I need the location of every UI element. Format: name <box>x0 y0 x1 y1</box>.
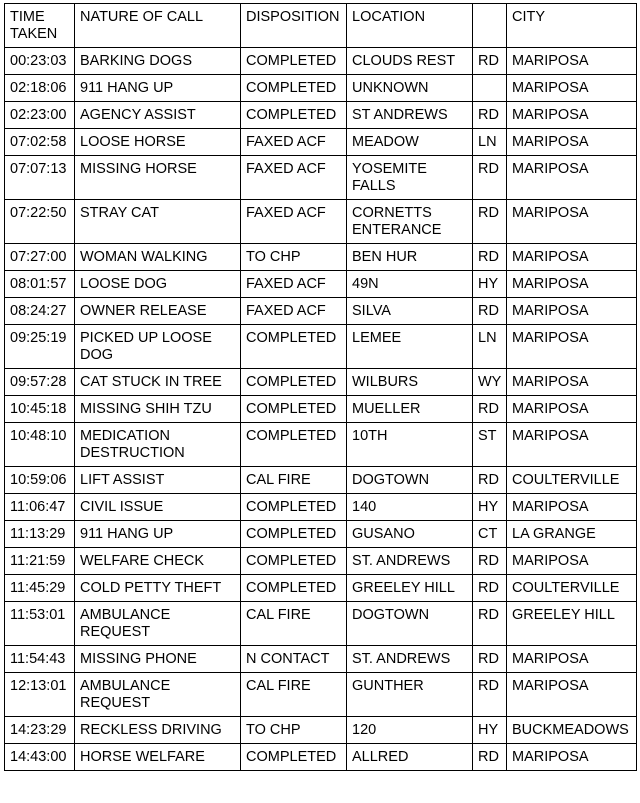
cell-city: COULTERVILLE <box>507 467 637 494</box>
header-row <box>5 4 637 48</box>
cell-disposition: COMPLETED <box>241 102 347 129</box>
cell-suffix: RD <box>473 744 507 771</box>
call-log-table <box>4 3 637 771</box>
cell-city: GREELEY HILL <box>507 602 637 646</box>
table-row <box>5 548 637 575</box>
cell-time: 12:13:01 <box>5 673 75 717</box>
cell-nature: RECKLESS DRIVING <box>75 717 241 744</box>
table-row <box>5 673 637 717</box>
cell-disposition: COMPLETED <box>241 548 347 575</box>
cell-location: CORNETTS ENTERANCE <box>347 200 473 244</box>
cell-time: 08:24:27 <box>5 298 75 325</box>
table-row <box>5 369 637 396</box>
cell-suffix: RD <box>473 467 507 494</box>
cell-city: MARIPOSA <box>507 48 637 75</box>
cell-disposition: COMPLETED <box>241 369 347 396</box>
table-row <box>5 494 637 521</box>
cell-nature: LIFT ASSIST <box>75 467 241 494</box>
table-row <box>5 521 637 548</box>
cell-nature: OWNER RELEASE <box>75 298 241 325</box>
cell-suffix: HY <box>473 271 507 298</box>
table-row <box>5 602 637 646</box>
cell-location: LEMEE <box>347 325 473 369</box>
cell-location: SILVA <box>347 298 473 325</box>
cell-nature: STRAY CAT <box>75 200 241 244</box>
cell-location: 10TH <box>347 423 473 467</box>
cell-city: MARIPOSA <box>507 298 637 325</box>
header-nature: NATURE OF CALL <box>75 4 241 48</box>
cell-nature: LOOSE DOG <box>75 271 241 298</box>
cell-suffix <box>473 75 507 102</box>
cell-disposition: TO CHP <box>241 717 347 744</box>
cell-time: 11:54:43 <box>5 646 75 673</box>
cell-city: MARIPOSA <box>507 325 637 369</box>
header-disposition: DISPOSITION <box>241 4 347 48</box>
table-row <box>5 75 637 102</box>
cell-city: MARIPOSA <box>507 646 637 673</box>
cell-city: MARIPOSA <box>507 156 637 200</box>
cell-nature: MISSING SHIH TZU <box>75 396 241 423</box>
table-row <box>5 423 637 467</box>
table-row <box>5 129 637 156</box>
cell-city: MARIPOSA <box>507 673 637 717</box>
cell-nature: AMBULANCE REQUEST <box>75 673 241 717</box>
cell-disposition: COMPLETED <box>241 48 347 75</box>
cell-time: 11:13:29 <box>5 521 75 548</box>
header-location: LOCATION <box>347 4 473 48</box>
cell-suffix: RD <box>473 102 507 129</box>
cell-location: ALLRED <box>347 744 473 771</box>
cell-disposition: FAXED ACF <box>241 156 347 200</box>
cell-city: MARIPOSA <box>507 423 637 467</box>
cell-city: MARIPOSA <box>507 548 637 575</box>
table-row <box>5 396 637 423</box>
cell-nature: WELFARE CHECK <box>75 548 241 575</box>
cell-nature: WOMAN WALKING <box>75 244 241 271</box>
cell-disposition: FAXED ACF <box>241 129 347 156</box>
cell-location: UNKNOWN <box>347 75 473 102</box>
cell-disposition: FAXED ACF <box>241 298 347 325</box>
cell-city: MARIPOSA <box>507 200 637 244</box>
cell-time: 07:27:00 <box>5 244 75 271</box>
cell-disposition: N CONTACT <box>241 646 347 673</box>
cell-location: GUNTHER <box>347 673 473 717</box>
cell-time: 08:01:57 <box>5 271 75 298</box>
cell-disposition: CAL FIRE <box>241 673 347 717</box>
cell-suffix: LN <box>473 129 507 156</box>
cell-city: MARIPOSA <box>507 396 637 423</box>
cell-city: MARIPOSA <box>507 102 637 129</box>
cell-location: GREELEY HILL <box>347 575 473 602</box>
cell-suffix: HY <box>473 717 507 744</box>
cell-disposition: FAXED ACF <box>241 271 347 298</box>
cell-nature: MISSING HORSE <box>75 156 241 200</box>
cell-time: 10:45:18 <box>5 396 75 423</box>
cell-location: 140 <box>347 494 473 521</box>
cell-city: MARIPOSA <box>507 271 637 298</box>
cell-time: 11:45:29 <box>5 575 75 602</box>
table-row <box>5 575 637 602</box>
table-row <box>5 48 637 75</box>
cell-disposition: COMPLETED <box>241 396 347 423</box>
cell-time: 11:06:47 <box>5 494 75 521</box>
cell-nature: BARKING DOGS <box>75 48 241 75</box>
cell-suffix: RD <box>473 673 507 717</box>
table-row <box>5 298 637 325</box>
cell-location: MEADOW <box>347 129 473 156</box>
cell-disposition: COMPLETED <box>241 521 347 548</box>
table-row <box>5 717 637 744</box>
cell-city: MARIPOSA <box>507 244 637 271</box>
header-city: CITY <box>507 4 637 48</box>
cell-time: 14:43:00 <box>5 744 75 771</box>
cell-time: 07:02:58 <box>5 129 75 156</box>
cell-time: 02:23:00 <box>5 102 75 129</box>
cell-suffix: RD <box>473 156 507 200</box>
cell-disposition: FAXED ACF <box>241 200 347 244</box>
cell-city: LA GRANGE <box>507 521 637 548</box>
cell-disposition: CAL FIRE <box>241 602 347 646</box>
cell-city: MARIPOSA <box>507 129 637 156</box>
cell-suffix: RD <box>473 244 507 271</box>
cell-city: MARIPOSA <box>507 75 637 102</box>
cell-disposition: COMPLETED <box>241 744 347 771</box>
cell-disposition: COMPLETED <box>241 575 347 602</box>
cell-time: 07:22:50 <box>5 200 75 244</box>
cell-city: BUCKMEADOWS <box>507 717 637 744</box>
cell-nature: PICKED UP LOOSE DOG <box>75 325 241 369</box>
table-row <box>5 200 637 244</box>
table-row <box>5 646 637 673</box>
cell-suffix: RD <box>473 200 507 244</box>
cell-nature: MEDICATION DESTRUCTION <box>75 423 241 467</box>
table-row <box>5 156 637 200</box>
cell-nature: CAT STUCK IN TREE <box>75 369 241 396</box>
cell-disposition: COMPLETED <box>241 494 347 521</box>
header-suffix <box>473 4 507 48</box>
cell-suffix: RD <box>473 646 507 673</box>
cell-location: ST. ANDREWS <box>347 548 473 575</box>
cell-location: 120 <box>347 717 473 744</box>
cell-nature: LOOSE HORSE <box>75 129 241 156</box>
header-time: TIME TAKEN <box>5 4 75 48</box>
cell-location: ST. ANDREWS <box>347 646 473 673</box>
cell-nature: 911 HANG UP <box>75 521 241 548</box>
cell-location: DOGTOWN <box>347 467 473 494</box>
cell-nature: COLD PETTY THEFT <box>75 575 241 602</box>
cell-disposition: CAL FIRE <box>241 467 347 494</box>
table-row <box>5 325 637 369</box>
cell-location: BEN HUR <box>347 244 473 271</box>
cell-suffix: RD <box>473 548 507 575</box>
cell-location: 49N <box>347 271 473 298</box>
cell-disposition: COMPLETED <box>241 423 347 467</box>
cell-time: 14:23:29 <box>5 717 75 744</box>
cell-nature: AGENCY ASSIST <box>75 102 241 129</box>
cell-suffix: RD <box>473 298 507 325</box>
cell-nature: MISSING PHONE <box>75 646 241 673</box>
cell-nature: AMBULANCE REQUEST <box>75 602 241 646</box>
table-row <box>5 744 637 771</box>
cell-location: MUELLER <box>347 396 473 423</box>
cell-time: 11:21:59 <box>5 548 75 575</box>
cell-suffix: LN <box>473 325 507 369</box>
cell-suffix: RD <box>473 602 507 646</box>
cell-city: MARIPOSA <box>507 744 637 771</box>
cell-nature: CIVIL ISSUE <box>75 494 241 521</box>
cell-city: COULTERVILLE <box>507 575 637 602</box>
cell-city: MARIPOSA <box>507 369 637 396</box>
cell-time: 02:18:06 <box>5 75 75 102</box>
cell-disposition: TO CHP <box>241 244 347 271</box>
cell-location: CLOUDS REST <box>347 48 473 75</box>
cell-suffix: ST <box>473 423 507 467</box>
cell-city: MARIPOSA <box>507 494 637 521</box>
cell-location: ST ANDREWS <box>347 102 473 129</box>
cell-time: 10:59:06 <box>5 467 75 494</box>
table-row <box>5 244 637 271</box>
cell-time: 11:53:01 <box>5 602 75 646</box>
cell-suffix: RD <box>473 48 507 75</box>
cell-time: 00:23:03 <box>5 48 75 75</box>
table-row <box>5 102 637 129</box>
cell-disposition: COMPLETED <box>241 75 347 102</box>
cell-time: 10:48:10 <box>5 423 75 467</box>
cell-suffix: WY <box>473 369 507 396</box>
cell-suffix: RD <box>473 396 507 423</box>
cell-disposition: COMPLETED <box>241 325 347 369</box>
cell-nature: 911 HANG UP <box>75 75 241 102</box>
cell-time: 09:25:19 <box>5 325 75 369</box>
cell-time: 07:07:13 <box>5 156 75 200</box>
table-row <box>5 271 637 298</box>
cell-time: 09:57:28 <box>5 369 75 396</box>
cell-location: YOSEMITE FALLS <box>347 156 473 200</box>
cell-location: WILBURS <box>347 369 473 396</box>
cell-suffix: RD <box>473 575 507 602</box>
cell-suffix: HY <box>473 494 507 521</box>
cell-location: DOGTOWN <box>347 602 473 646</box>
cell-nature: HORSE WELFARE <box>75 744 241 771</box>
cell-suffix: CT <box>473 521 507 548</box>
table-row <box>5 467 637 494</box>
cell-location: GUSANO <box>347 521 473 548</box>
